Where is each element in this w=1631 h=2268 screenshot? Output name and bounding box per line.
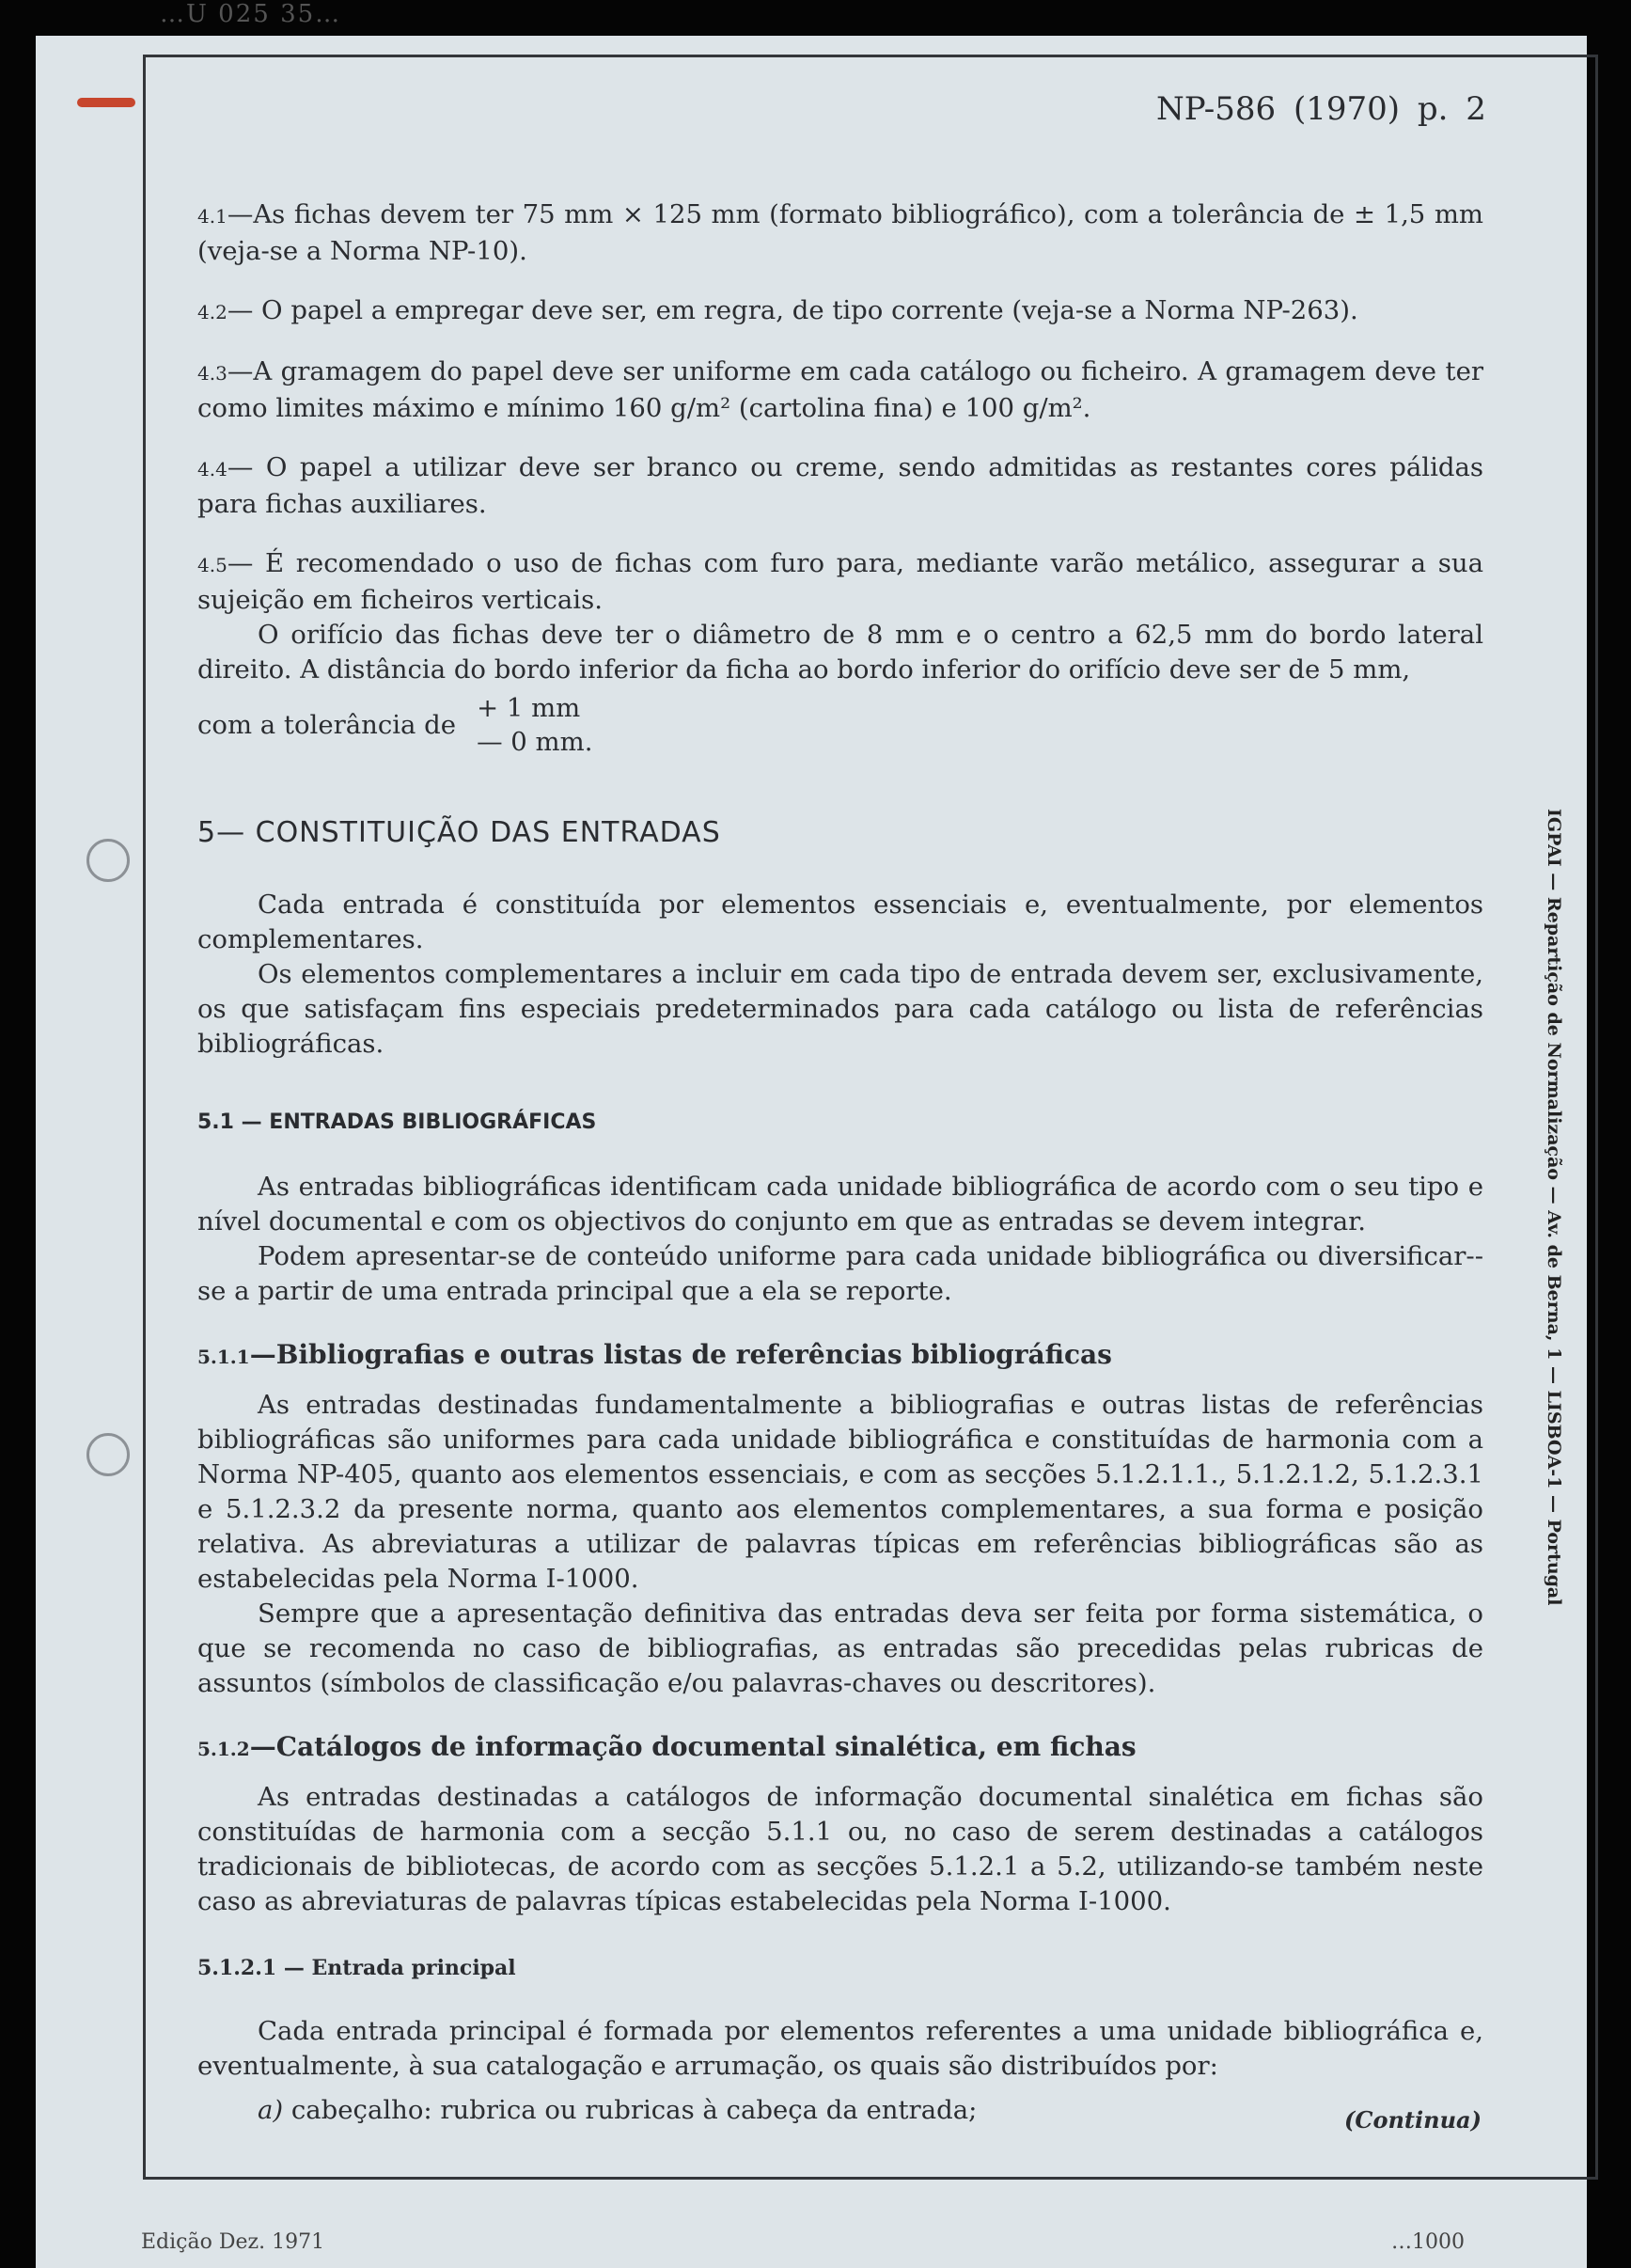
- section-4-4: [197, 450, 1483, 522]
- section-text: — O papel a utilizar deve ser branco ou creme, sendo admitidas as restantes cores pálidas para fichas auxiliares.: [197, 452, 1483, 519]
- list-item: [197, 2093, 1483, 2128]
- paragraph: Cada entrada é constituída por elementos essenciais e, eventualmente, por elementos complementares.: [197, 890, 1483, 954]
- section-number: 4.4: [197, 458, 227, 480]
- paragraph: O orifício das fichas deve ter o diâmetro de 8 mm e o centro a 62,5 mm do bordo lateral direito. A distância do bordo inferior da ficha ao bordo inferior do orifício deve ser de 5 mm,: [197, 620, 1483, 685]
- tolerance-plus: + 1 mm: [477, 693, 581, 723]
- section-heading: —Catálogos de informação documental sinalética, em fichas: [249, 1731, 1137, 1762]
- section-number: 4.5: [197, 554, 227, 576]
- paragraph: As entradas bibliográficas identificam cada unidade bibliográfica de acordo com o seu tipo e nível documental e com os objectivos do conjunto em que as entradas se devem integrar.: [197, 1172, 1483, 1236]
- section-5-1-title: 5.1 — ENTRADAS BIBLIOGRÁFICAS: [197, 1110, 597, 1134]
- document-body: [197, 197, 1483, 2128]
- section-number: 5.1.1: [197, 1346, 250, 1368]
- section-number: 4.3: [197, 362, 227, 385]
- list-item-text: cabeçalho: rubrica ou rubricas à cabeça da entrada;: [290, 2095, 978, 2125]
- section-heading: —Bibliografias e outras listas de referências bibliográficas: [249, 1339, 1112, 1370]
- section-number: 4.1: [197, 205, 227, 228]
- paragraph: Podem apresentar-se de conteúdo uniforme para cada unidade bibliográfica ou diversificar--se a partir de uma entrada principal que a ela se reporte.: [197, 1241, 1483, 1306]
- section-number: 5.1.2: [197, 1738, 250, 1760]
- section-5-1-2-1-title: 5.1.2.1 — Entrada principal: [197, 1956, 516, 1980]
- publisher-sidebar: IGPAI — Repartição de Normalização — Av. de Berna, 1 — LISBOA-1 — Portugal: [1544, 809, 1564, 1606]
- paragraph: As entradas destinadas a catálogos de informação documental sinalética em fichas são constituídas de harmonia com a secção 5.1.1 ou, no caso de serem destinadas a catálogos tradicionais de bibliotecas, de acordo com as secções 5.1.2.1 a 5.2, utilizando-se também neste caso as abreviaturas de palavras típicas estabelecidas pela Norma I-1000.: [197, 1782, 1483, 1916]
- section-5-title: 5— CONSTITUIÇÃO DAS ENTRADAS: [197, 816, 721, 849]
- section-4-1: [197, 197, 1483, 269]
- top-stamp: …U 025 35…: [160, 0, 342, 28]
- tolerance-values: [477, 691, 592, 759]
- footer-right: …1000: [1391, 2230, 1465, 2254]
- continued-note: (Continua): [1344, 2106, 1482, 2134]
- section-4-3: [197, 354, 1483, 426]
- section-number: 4.2: [197, 301, 227, 323]
- section-4-5: [197, 546, 1483, 618]
- page-header: NP-586 (1970) p. 2: [1156, 90, 1486, 128]
- paragraph: Os elementos complementares a incluir em cada tipo de entrada devem ser, exclusivamente, os que satisfaçam fins especiais predeterminados para cada catálogo ou lista de referências bibliográficas.: [197, 959, 1483, 1059]
- section-text: — O papel a empregar deve ser, em regra, de tipo corrente (veja-se a Norma NP-263).: [227, 295, 1358, 325]
- punch-hole-icon: [86, 839, 130, 882]
- section-text: —A gramagem do papel deve ser uniforme em cada catálogo ou ficheiro. A gramagem deve ter como limites máximo e mínimo 160 g/m² (cartolina fina) e 100 g/m².: [197, 356, 1483, 423]
- paragraph: As entradas destinadas fundamentalmente a bibliografias e outras listas de referências bibliográficas são uniformes para cada unidade bibliográfica e constituídas de harmonia com a Norma NP-405, quanto aos elementos essenciais, e com as secções 5.1.2.1.1., 5.1.2.1.2, 5.1.2.3.1 e 5.1.2.3.2 da presente norma, quanto aos elementos complementares, a sua forma e posição relativa. As abreviaturas a utilizar de palavras típicas em referências bibliográficas são as estabelecidas pela Norma I-1000.: [197, 1390, 1483, 1594]
- section-text: —As fichas devem ter 75 mm × 125 mm (formato bibliográfico), com a tolerância de ± 1,5 mm (veja-se a Norma NP-10).: [197, 199, 1483, 266]
- tolerance-label: com a tolerância de: [197, 709, 457, 740]
- punch-hole-icon: [86, 1433, 130, 1476]
- paragraph: Cada entrada principal é formada por elementos referentes a uma unidade bibliográfica e, eventualmente, à sua catalogação e arrumação, os quais são distribuídos por:: [197, 2016, 1483, 2081]
- section-4-2: [197, 293, 1483, 330]
- paragraph: Sempre que a apresentação definitiva das entradas deva ser feita por forma sistemática, o que se recomenda no caso de bibliografias, as entradas são precedidas pelas rubricas de assuntos (símbolos de classificação e/ou palavras-chaves ou descritores).: [197, 1599, 1483, 1698]
- red-mark: [77, 98, 135, 107]
- edition-footer: Edição Dez. 1971: [141, 2230, 325, 2254]
- list-item-label: a): [258, 2095, 284, 2125]
- section-5-1-1-title: [197, 1337, 1483, 1375]
- tolerance-line: [197, 691, 1483, 759]
- tolerance-minus: — 0 mm.: [477, 727, 593, 757]
- section-text: — É recomendado o uso de fichas com furo para, mediante varão metálico, assegurar a sua sujeição em ficheiros verticais.: [197, 548, 1483, 615]
- section-5-1-2-title: [197, 1729, 1483, 1767]
